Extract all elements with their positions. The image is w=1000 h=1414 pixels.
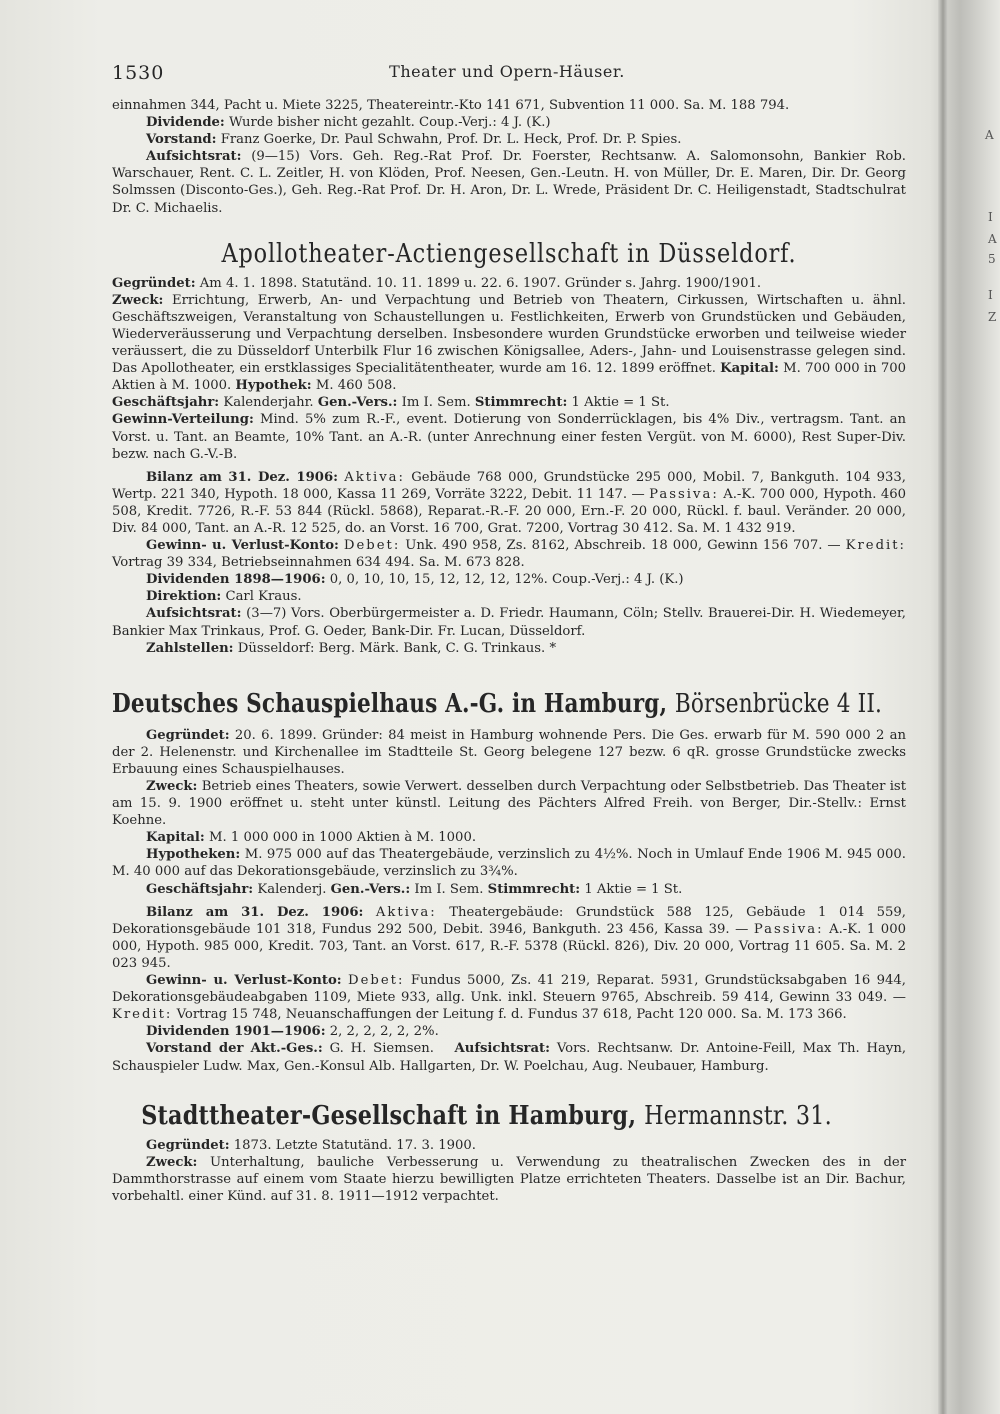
field-label: Gegründet: bbox=[112, 275, 196, 291]
field-value: M. 975 000 auf das Theatergebäude, verzinslich zu 4½%. Noch in Umlauf Ende 1906 M. 945 000. M. 40 000 auf das Dekorationsgebäude, verzinslich zu 3¾%. bbox=[112, 847, 906, 880]
field-value: Errichtung, Erwerb, An- und Verpachtung und Betrieb von Theatern, Cirkussen, Wirtschaften u. ähnl. Geschäftszweigen, Veranstaltung von Schaustellungen u. Festlichkeiten, Erwerb von Grundstücken und Gebäuden, Wiederveräusserung und Verpachtung derselben. Insbesondere wurden Grundstücke erworben und teilweise wieder veräussert, die zu Düsseldorf Unterbilk Flur 16 zwischen Königsallee, Aders-, Jahn- und Louisenstrasse gelegen sind. Das Apollotheater, ein erstklassiges Specialitätentheater, wurde am 16. 12. 1899 eröffnet. bbox=[112, 292, 906, 377]
field-value: 2, 2, 2, 2, 2, 2%. bbox=[329, 1024, 439, 1040]
debet-word: Debet: bbox=[348, 973, 405, 989]
field-label: Hypotheken: bbox=[146, 847, 241, 863]
field-value: Theatergebäude: Grundstück 588 125, Gebäude 1 014 559, Dekorationsgebäude 101 318, Fundus 292 500, Debit. 3946, Bankguth. 23 456, Kassa 39. — bbox=[112, 904, 906, 937]
geschaeftsjahr-paragraph bbox=[112, 881, 906, 898]
entry-stadttheater bbox=[112, 1099, 906, 1205]
field-value: Kalenderj. bbox=[257, 881, 327, 897]
margin-mark: I bbox=[988, 210, 993, 224]
field-value: M. 700 000 in 700 Aktien à M. 1000. bbox=[112, 361, 906, 394]
margin-mark: 5 bbox=[988, 252, 996, 266]
vorstand-aufsichtsrat-paragraph bbox=[112, 1040, 906, 1074]
field-label: Geschäftsjahr: bbox=[112, 395, 220, 411]
gegruendet-paragraph bbox=[112, 1137, 906, 1154]
aufsichtsrat-paragraph bbox=[112, 148, 906, 216]
field-value: Im I. Sem. bbox=[414, 881, 484, 897]
field-value: (9—15) Vors. Geh. Reg.-Rat Prof. Dr. Foerster, Rechtsanw. A. Salomonsohn, Bankier Rob. Warschauer, Rent. C. L. Zeitler, H. von Klöden, Prof. Neesen, Gen.-Leutn. H. von Müller, Dr. E. Maren, Dir. Dr. Georg Solmssen (Disconto-Ges.), Geh. Reg.-Rat Prof. Dr. H. Aron, Dr. L. Wrede, Präsident Dr. C. Heiligenstadt, Stadtschulrat Dr. C. Michaelis. bbox=[112, 149, 906, 216]
entry-title: Apollotheater-Actiengesellschaft in Düsseldorf. bbox=[221, 238, 797, 269]
field-label: Gewinn- u. Verlust-Konto: bbox=[146, 538, 339, 554]
field-label: Zahlstellen: bbox=[146, 640, 234, 656]
continued-text: einnahmen 344, Pacht u. Miete 3225, Theatereintr.-Kto 141 671, Subvention 11 000. Sa. M. 188 794. bbox=[112, 98, 790, 113]
entry-title-address: Hermannstr. 31. bbox=[644, 1100, 832, 1131]
field-value: Unk. 490 958, Zs. 8162, Abschreib. 18 000, Gewinn 156 707. — bbox=[405, 538, 841, 554]
field-value: Betrieb eines Theaters, sowie Verwert. desselben durch Verpachtung oder Selbstbetrieb. Das Theater ist am 15. 9. 1900 eröffnet u. steht unter künstl. Leitung des Pächters Alfred Freih. von Berger, Dir.-Stellv.: Ernst Koehne. bbox=[112, 779, 906, 829]
field-label: Vorstand der Akt.-Ges.: bbox=[146, 1041, 323, 1057]
field-value: Kalenderjahr. bbox=[223, 395, 314, 411]
entry-title-name: Deutsches Schauspielhaus A.-G. in Hamburg, bbox=[112, 688, 668, 719]
kapital-paragraph bbox=[112, 829, 906, 846]
field-value: Vortrag 15 748, Neuanschaffungen der Leitung f. d. Fundus 37 618, Pacht 120 000. Sa. M. 173 366. bbox=[176, 1007, 847, 1023]
running-title: Theater und Opern-Häuser. bbox=[389, 62, 625, 81]
field-label: Gewinn- u. Verlust-Konto: bbox=[146, 973, 342, 989]
entry-title bbox=[112, 687, 883, 721]
field-label: Dividende: bbox=[146, 115, 225, 131]
zweck-paragraph bbox=[112, 1154, 906, 1205]
kredit-word: Kredit: bbox=[112, 1007, 173, 1023]
field-label: Zweck: bbox=[146, 779, 198, 794]
page-header bbox=[112, 62, 902, 84]
field-label: Bilanz am 31. Dez. 1906: bbox=[146, 904, 364, 920]
field-label: Aufsichtsrat: bbox=[146, 606, 242, 622]
field-value: 1 Aktie = 1 St. bbox=[571, 395, 670, 411]
field-label: Gen.-Vers.: bbox=[330, 881, 411, 897]
field-value: Im I. Sem. bbox=[401, 395, 471, 411]
entry-title-address: Börsenbrücke 4 II. bbox=[674, 688, 883, 719]
margin-mark: A bbox=[985, 128, 994, 142]
field-label: Dividenden 1898—1906: bbox=[146, 572, 326, 588]
direktion-paragraph bbox=[112, 588, 906, 605]
passiva-word: Passiva: bbox=[753, 921, 824, 937]
field-value: Am 4. 1. 1898. Statutänd. 10. 11. 1899 u. 22. 6. 1907. Gründer s. Jahrg. 1900/1901. bbox=[199, 275, 762, 291]
aktiva-word: Aktiva: bbox=[375, 904, 437, 920]
margin-mark: A bbox=[988, 232, 997, 246]
field-value: M. 460 508. bbox=[315, 378, 397, 394]
kredit-word: Kredit: bbox=[845, 538, 906, 554]
field-label: Geschäftsjahr: bbox=[146, 881, 254, 897]
guv-paragraph bbox=[112, 972, 906, 1023]
field-label: Gewinn-Verteilung: bbox=[112, 412, 254, 428]
field-label: Direktion: bbox=[146, 589, 222, 605]
field-value: Franz Goerke, Dr. Paul Schwahn, Prof. Dr. L. Heck, Prof. Dr. P. Spies. bbox=[220, 132, 682, 148]
dividenden-paragraph bbox=[112, 1023, 906, 1040]
field-value: A.-K. 1 000 000, Hypoth. 985 000, Kredit. 703, Tant. an Vorst. 617, R.-F. 5378 (Rückl. 826), Div. 20 000, Vortrag 11 605. Sa. M. 2 023 945. bbox=[112, 921, 906, 971]
field-label: Zweck: bbox=[146, 1154, 198, 1170]
bilanz-paragraph bbox=[112, 904, 906, 972]
field-label: Zweck: bbox=[112, 292, 164, 308]
guv-paragraph bbox=[112, 537, 906, 571]
field-label: Bilanz am 31. Dez. 1906: bbox=[146, 469, 339, 485]
aufsichtsrat-paragraph bbox=[112, 605, 906, 639]
entry-title bbox=[112, 1099, 832, 1133]
continued-entry bbox=[112, 97, 906, 217]
vorstand-paragraph bbox=[112, 131, 906, 148]
field-value: (3—7) Vors. Oberbürgermeister a. D. Friedr. Haumann, Cöln; Stellv. Brauerei-Dir. H. Wiedemeyer, Bankier Max Trinkaus, Prof. G. Oeder, Bank-Dir. Fr. Lucan, Düsseldorf. bbox=[112, 606, 906, 639]
field-value: Wurde bisher nicht gezahlt. Coup.-Verj.: 4 J. (K.) bbox=[229, 115, 551, 131]
field-value: Mind. 5% zum R.-F., event. Dotierung von Sonderrücklagen, bis 4% Div., vertragsm. Tant. an Vorst. u. Tant. an Beamte, 10% Tant. an A.-R. (unter Anrechnung einer festen Vergüt. von M. 6000), Rest Super-Div. bezw. nach G.-V.-B. bbox=[112, 412, 906, 462]
page-content bbox=[112, 97, 906, 1205]
hypotheken-paragraph bbox=[112, 846, 906, 880]
zweck-paragraph bbox=[112, 778, 906, 829]
field-label: Stimmrecht: bbox=[474, 395, 568, 411]
zweck-paragraph bbox=[112, 292, 906, 395]
field-value: Vors. Rechtsanw. Dr. Antoine-Feill, Max Th. Hayn, Schauspieler Ludw. Max, Gen.-Konsul Alb. Hallgarten, Dr. W. Poelchau, Aug. Neubauer, Hamburg. bbox=[112, 1041, 907, 1074]
dividenden-paragraph bbox=[112, 571, 906, 588]
field-value: Gebäude 768 000, Grundstücke 295 000, Mobil. 7, Bankguth. 104 933, Wertp. 221 340, Hypoth. 18 000, Kassa 11 269, Vorräte 3222, Debit. 11 147. — bbox=[112, 469, 906, 502]
debet-word: Debet: bbox=[343, 538, 401, 554]
field-label: Gen.-Vers.: bbox=[317, 395, 398, 411]
entry-deutsches-schauspielhaus bbox=[112, 687, 906, 1075]
field-value: 1 Aktie = 1 St. bbox=[584, 881, 683, 897]
dividende-paragraph bbox=[112, 114, 906, 131]
field-label: Aufsichtsrat: bbox=[454, 1041, 551, 1057]
field-label: Kapital: bbox=[720, 361, 779, 377]
field-label: Gegründet: bbox=[146, 727, 230, 743]
field-label: Hypothek: bbox=[235, 378, 312, 394]
geschaeftsjahr-paragraph bbox=[112, 394, 906, 411]
footnote-star: * bbox=[549, 640, 557, 656]
field-label: Dividenden 1901—1906: bbox=[146, 1024, 326, 1040]
field-value: Unterhaltung, bauliche Verbesserung u. Verwendung zu theatralischen Zwecken des in der Dammthorstrasse auf einem vom Staate hierzu bewilligten Platze errichteten Theaters. Dasselbe ist an Dir. Bachur, vorbehaltl. einer Künd. auf 31. 8. 1911—1912 verpachtet. bbox=[112, 1154, 907, 1204]
gewinn-verteilung-paragraph bbox=[112, 411, 906, 462]
gegruendet-paragraph bbox=[112, 727, 906, 778]
field-value: A.-K. 700 000, Hypoth. 460 508, Kredit. 7726, R.-F. 53 844 (Rückl. 5868), Reparat.-R.-F. 20 000, Ern.-F. 20 000, Rückl. f. baul. Veränder. 20 000, Div. 84 000, Tant. an A.-R. 12 525, do. an Vorst. 16 700, Grat. 7200, Vortrag 30 412. Sa. M. 1 432 919. bbox=[112, 486, 906, 536]
margin-mark: Z bbox=[988, 310, 997, 324]
field-value: G. H. Siemsen. bbox=[329, 1041, 434, 1057]
field-value: Vortrag 39 334, Betriebseinnahmen 634 494. Sa. M. 673 828. bbox=[112, 555, 525, 571]
field-label: Aufsichtsrat: bbox=[146, 149, 242, 165]
field-label: Kapital: bbox=[146, 830, 205, 846]
field-value: 1873. Letzte Statutänd. 17. 3. 1900. bbox=[233, 1137, 476, 1153]
bilanz-paragraph bbox=[112, 469, 906, 537]
zahlstellen-paragraph bbox=[112, 640, 906, 657]
book-gutter bbox=[938, 0, 948, 1414]
field-label: Vorstand: bbox=[146, 132, 217, 148]
margin-mark: I bbox=[988, 288, 993, 302]
field-value: Düsseldorf: Berg. Märk. Bank, C. G. Trinkaus. bbox=[237, 640, 546, 656]
field-value: M. 1 000 000 in 1000 Aktien à M. 1000. bbox=[208, 830, 477, 846]
field-value: Fundus 5000, Zs. 41 219, Reparat. 5931, Grundstücksabgaben 16 944, Dekorationsgebäudeabgaben 1109, Miete 933, allg. Unk. inkl. Steuern 9765, Abschreib. 59 414, Gewinn 33 049. — bbox=[112, 973, 906, 1006]
aktiva-word: Aktiva: bbox=[344, 469, 405, 485]
field-label: Stimmrecht: bbox=[487, 881, 581, 897]
gegruendet-paragraph bbox=[112, 275, 906, 292]
page-number: 1530 bbox=[112, 62, 165, 84]
entry-apollotheater bbox=[112, 237, 906, 657]
field-value: 0, 0, 10, 10, 15, 12, 12, 12, 12%. Coup.-Verj.: 4 J. (K.) bbox=[329, 572, 684, 588]
field-value: Carl Kraus. bbox=[225, 589, 302, 605]
field-value: 20. 6. 1899. Gründer: 84 meist in Hamburg wohnende Pers. Die Ges. erwarb für M. 590 000 2 an der 2. Helenenstr. und Kirchenallee im Stadtteile St. Georg belegene 127 bezw. 6 qR. grosse Grundstücke zwecks Erbauung eines Schauspielhauses. bbox=[112, 727, 906, 777]
entry-title-name: Stadttheater-Gesellschaft in Hamburg, bbox=[141, 1100, 637, 1131]
passiva-word: Passiva: bbox=[649, 486, 719, 502]
field-label: Gegründet: bbox=[146, 1137, 230, 1153]
